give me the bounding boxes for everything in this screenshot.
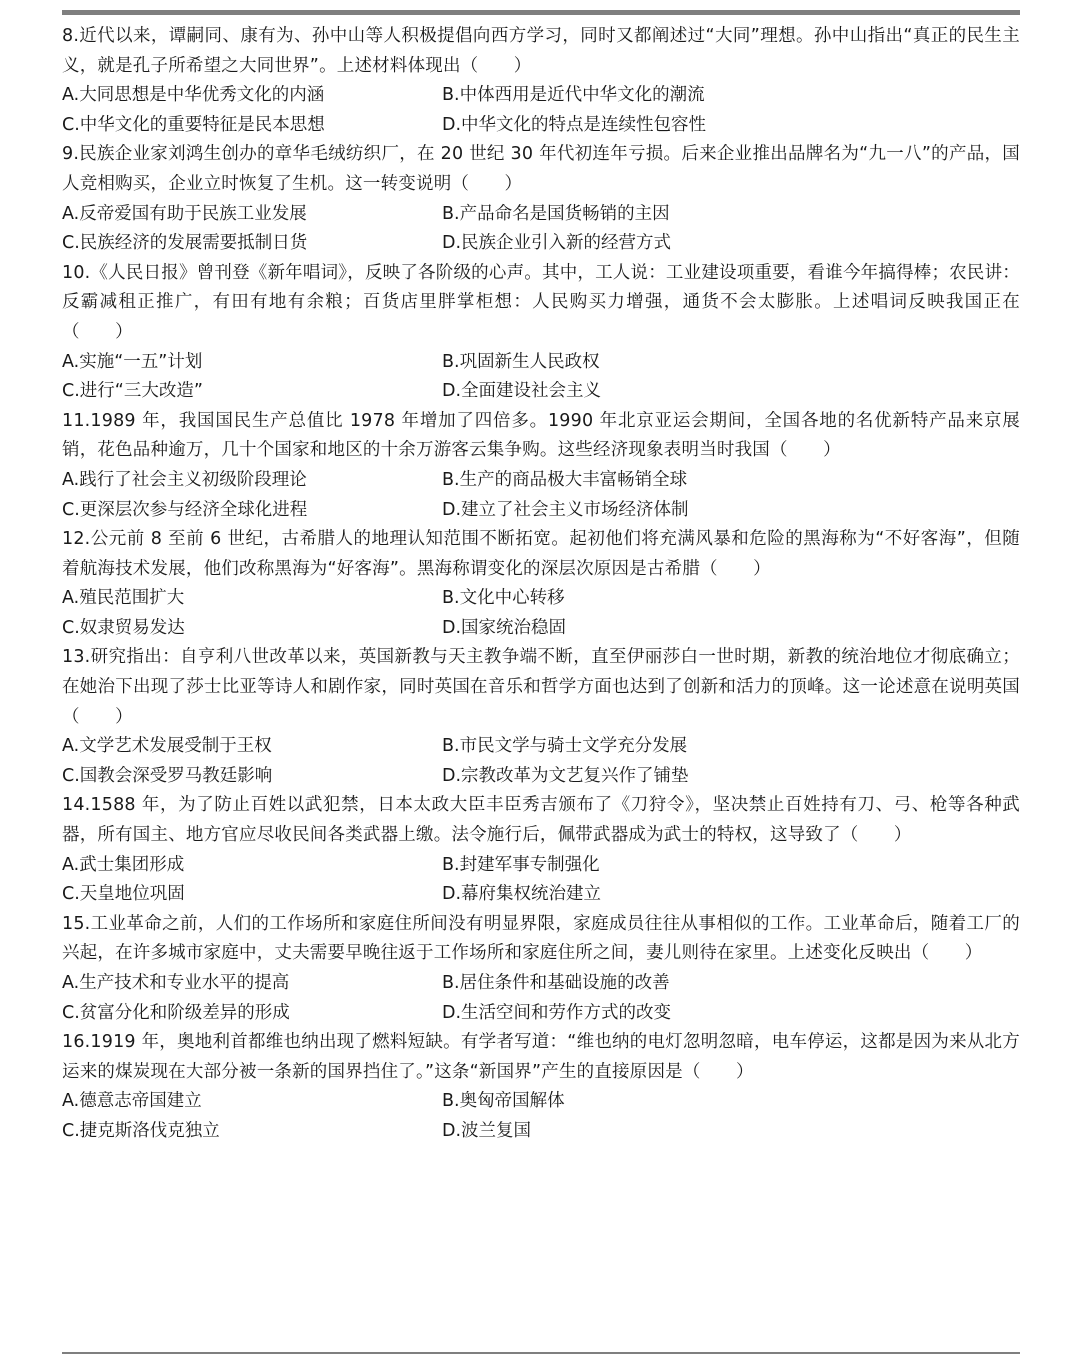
option-b: B.生产的商品极大丰富畅销全球 — [442, 469, 688, 490]
option-c: C.天皇地位巩固 — [62, 884, 185, 905]
option-d: D.生活空间和劳作方式的改变 — [442, 1002, 672, 1023]
option-b: B.中体西用是近代中华文化的潮流 — [442, 85, 705, 106]
question-stem: 13.研究指出：自亨利八世改革以来，英国新教与天主教争端不断，直至伊丽莎白一世时期，新教的统治地位才彻底确立；在她治下出现了莎士比亚等诗人和剧作家，同时英国在音乐和哲学方面也达到了创新和活力的顶峰。这一论述意在说明英国（ ） — [62, 647, 1020, 727]
question-stem: 16.1919 年，奥地利首都维也纳出现了燃料短缺。有学者写道：“维也纳的电灯忽明忽暗，电车停运，这都是因为来从北方运来的煤炭现在大部分被一条新的国界挡住了。”这条“新国界”产生的直接原因是（ ） — [62, 1032, 1020, 1082]
answer-options — [62, 584, 1020, 643]
answer-options — [62, 348, 1020, 407]
question-stem: 10.《人民日报》曾刊登《新年唱词》，反映了各阶级的心声。其中，工人说：工业建设项重要，看谁今年搞得棒；农民讲：反霸减租正推广，有田有地有余粮；百货店里胖掌柜想：人民购买力增强，通货不会太膨胀。上述唱词反映我国正在（ ） — [62, 262, 1020, 342]
option-c: C.进行“三大改造” — [62, 381, 203, 402]
option-d: D.民族企业引入新的经营方式 — [442, 233, 672, 254]
question-12 — [62, 525, 1020, 643]
question-stem: 12.公元前 8 至前 6 世纪，古希腊人的地理认知范围不断拓宽。起初他们将充满风暴和危险的黑海称为“不好客海”，但随着航海技术发展，他们改称黑海为“好客海”。黑海称谓变化的深层次原因是古希腊（ ） — [62, 529, 1020, 579]
option-b: B.产品命名是国货畅销的主因 — [442, 203, 670, 224]
question-13 — [62, 643, 1020, 791]
option-a: A.德意志帝国建立 — [62, 1091, 202, 1112]
option-d: D.建立了社会主义市场经济体制 — [442, 499, 689, 520]
question-11 — [62, 407, 1020, 525]
bottom-rule — [62, 1352, 1020, 1354]
answer-options — [62, 200, 1020, 259]
option-d: D.国家统治稳固 — [442, 617, 567, 638]
option-a: A.殖民范围扩大 — [62, 588, 185, 609]
option-c: C.奴隶贸易发达 — [62, 617, 185, 638]
option-b: B.文化中心转移 — [442, 588, 565, 609]
option-a: A.实施“一五”计划 — [62, 351, 203, 372]
answer-options — [62, 851, 1020, 910]
question-15 — [62, 910, 1020, 1028]
option-a: A.反帝爱国有助于民族工业发展 — [62, 203, 307, 224]
exam-page — [62, 22, 1020, 1147]
top-rule — [62, 10, 1020, 15]
option-a: A.武士集团形成 — [62, 854, 185, 875]
question-stem: 8.近代以来，谭嗣同、康有为、孙中山等人积极提倡向西方学习，同时又都阐述过“大同”理想。孙中山指出“真正的民生主义，就是孔子所希望之大同世界”。上述材料体现出（ ） — [62, 26, 1020, 76]
option-b: B.市民文学与骑士文学充分发展 — [442, 736, 688, 757]
answer-options — [62, 969, 1020, 1028]
answer-options — [62, 466, 1020, 525]
option-d: D.波兰复国 — [442, 1120, 532, 1141]
option-b: B.封建军事专制强化 — [442, 854, 600, 875]
option-c: C.更深层次参与经济全球化进程 — [62, 499, 308, 520]
option-b: B.居住条件和基础设施的改善 — [442, 973, 670, 993]
option-c: C.捷克斯洛伐克独立 — [62, 1120, 220, 1141]
option-c: C.中华文化的重要特征是民本思想 — [62, 114, 325, 135]
option-a: A.大同思想是中华优秀文化的内涵 — [62, 85, 325, 106]
option-b: B.巩固新生人民政权 — [442, 351, 600, 372]
question-stem: 11.1989 年，我国国民生产总值比 1978 年增加了四倍多。1990 年北京亚运会期间，全国各地的名优新特产品来京展销，花色品种逾万，几十个国家和地区的十余万游客云集争购。这些经济现象表明当时我国（ ） — [62, 410, 1020, 461]
answer-options — [62, 732, 1020, 791]
question-10 — [62, 259, 1020, 407]
question-stem: 14.1588 年，为了防止百姓以武犯禁，日本太政大臣丰臣秀吉颁布了《刀狩令》，坚决禁止百姓持有刀、弓、枪等各种武器，所有国主、地方官应尽收民间各类武器上缴。法令施行后，佩带武器成为武士的特权，这导致了（ ） — [62, 795, 1020, 846]
option-c: C.贫富分化和阶级差异的形成 — [62, 1002, 290, 1023]
question-8 — [62, 22, 1020, 140]
option-a: A.生产技术和专业水平的提高 — [62, 973, 290, 993]
option-c: C.民族经济的发展需要抵制日货 — [62, 233, 308, 254]
option-a: A.文学艺术发展受制于王权 — [62, 736, 272, 757]
option-a: A.践行了社会主义初级阶段理论 — [62, 469, 307, 490]
question-14 — [62, 791, 1020, 909]
answer-options — [62, 81, 1020, 140]
option-d: D.幕府集权统治建立 — [442, 884, 602, 905]
question-stem: 15.工业革命之前，人们的工作场所和家庭住所间没有明显界限，家庭成员往往从事相似的工作。工业革命后，随着工厂的兴起，在许多城市家庭中，丈夫需要早晚往返于工作场所和家庭住所之间，妻儿则待在家里。上述变化反映出（ ） — [62, 913, 1020, 964]
option-b: B.奥匈帝国解体 — [442, 1091, 565, 1112]
option-d: D.全面建设社会主义 — [442, 381, 602, 402]
question-stem: 9.民族企业家刘鸿生创办的章华毛绒纺织厂，在 20 世纪 30 年代初连年亏损。后来企业推出品牌名为“九一八”的产品，国人竞相购买，企业立时恢复了生机。这一转变说明（ ） — [62, 144, 1020, 194]
option-d: D.中华文化的特点是连续性包容性 — [442, 114, 707, 135]
question-16 — [62, 1028, 1020, 1146]
option-c: C.国教会深受罗马教廷影响 — [62, 765, 273, 786]
answer-options — [62, 1087, 1020, 1146]
option-d: D.宗教改革为文艺复兴作了铺垫 — [442, 765, 689, 786]
question-9 — [62, 140, 1020, 258]
